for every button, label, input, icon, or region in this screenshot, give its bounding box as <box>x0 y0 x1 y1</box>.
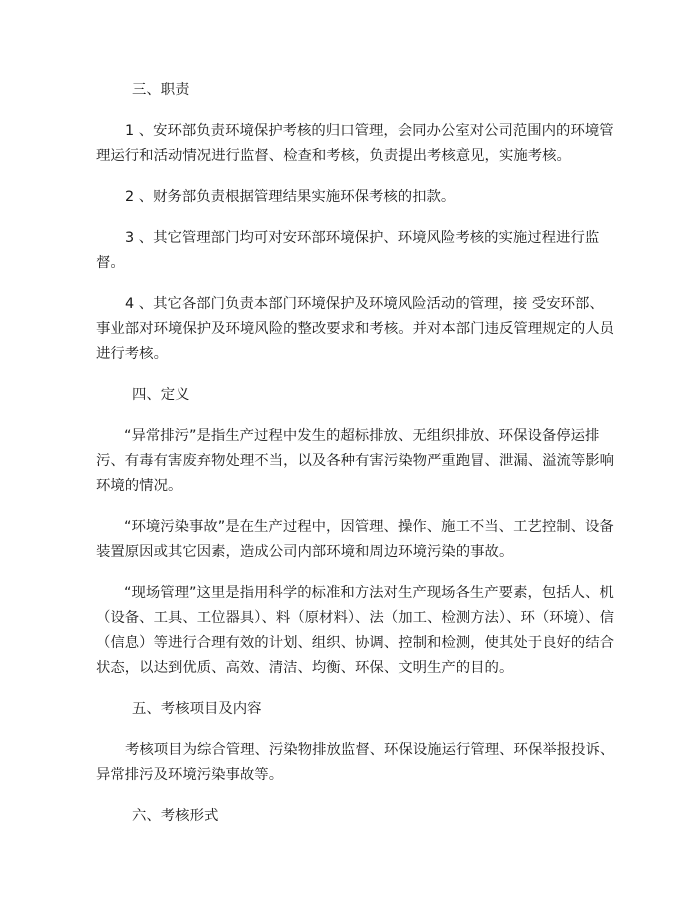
paragraph-duty-2: 2 、财务部负责根据管理结果实施环保考核的扣款。 <box>125 189 456 205</box>
paragraph-duty-4: 4 、其它各部门负责本部门环境保护及环境风险活动的管理，接 受安环部、事业部对环境保护及环境风险的整改要求和考核。并对本部门违反管理规定的人员进行考核。 <box>96 296 615 362</box>
paragraph-definition-site-management: “现场管理”这里是指用科学的标准和方法对生产现场各生产要素，包括人、机（设备、工具、工位器具）、料（原材料）、法（加工、检测方法）、环（环境）、信（信息）等进行合理有效的计划、组织、协调、控制和检测，使其处于良好的结合状态，以达到优质、高效、清洁、均衡、环保、文明生产的目的。 <box>96 585 615 676</box>
paragraph-duty-1: 1 、安环部负责环境保护考核的归口管理，会同办公室对公司范围内的环境管理运行和活动情况进行监督、检查和考核，负责提出考核意见，实施考核。 <box>96 123 614 164</box>
paragraph-definition-pollution-accident: “环境污染事故”是在生产过程中，因管理、操作、施工不当、工艺控制、设备装置原因或其它因素，造成公司内部环境和周边环境污染的事故。 <box>96 519 614 560</box>
paragraph-assessment-items: 考核项目为综合管理、污染物排放监督、环保设施运行管理、环保举报投诉、异常排污及环境污染事故等。 <box>96 742 615 783</box>
section-heading-duties: 三、职责 <box>132 82 190 98</box>
section-heading-definitions: 四、定义 <box>132 387 190 403</box>
paragraph-duty-3: 3 、其它管理部门均可对安环部环境保护、环境风险考核的实施过程进行监督。 <box>96 230 600 271</box>
document-body <box>96 78 616 845</box>
section-heading-assessment-items: 五、考核项目及内容 <box>132 701 262 717</box>
section-heading-assessment-form: 六、考核形式 <box>132 808 219 824</box>
paragraph-definition-abnormal-discharge: “异常排污”是指生产过程中发生的超标排放、无组织排放、环保设备停运排污、有毒有害废弃物处理不当，以及各种有害污染物严重跑冒、泄漏、溢流等影响环境的情况。 <box>96 428 615 494</box>
